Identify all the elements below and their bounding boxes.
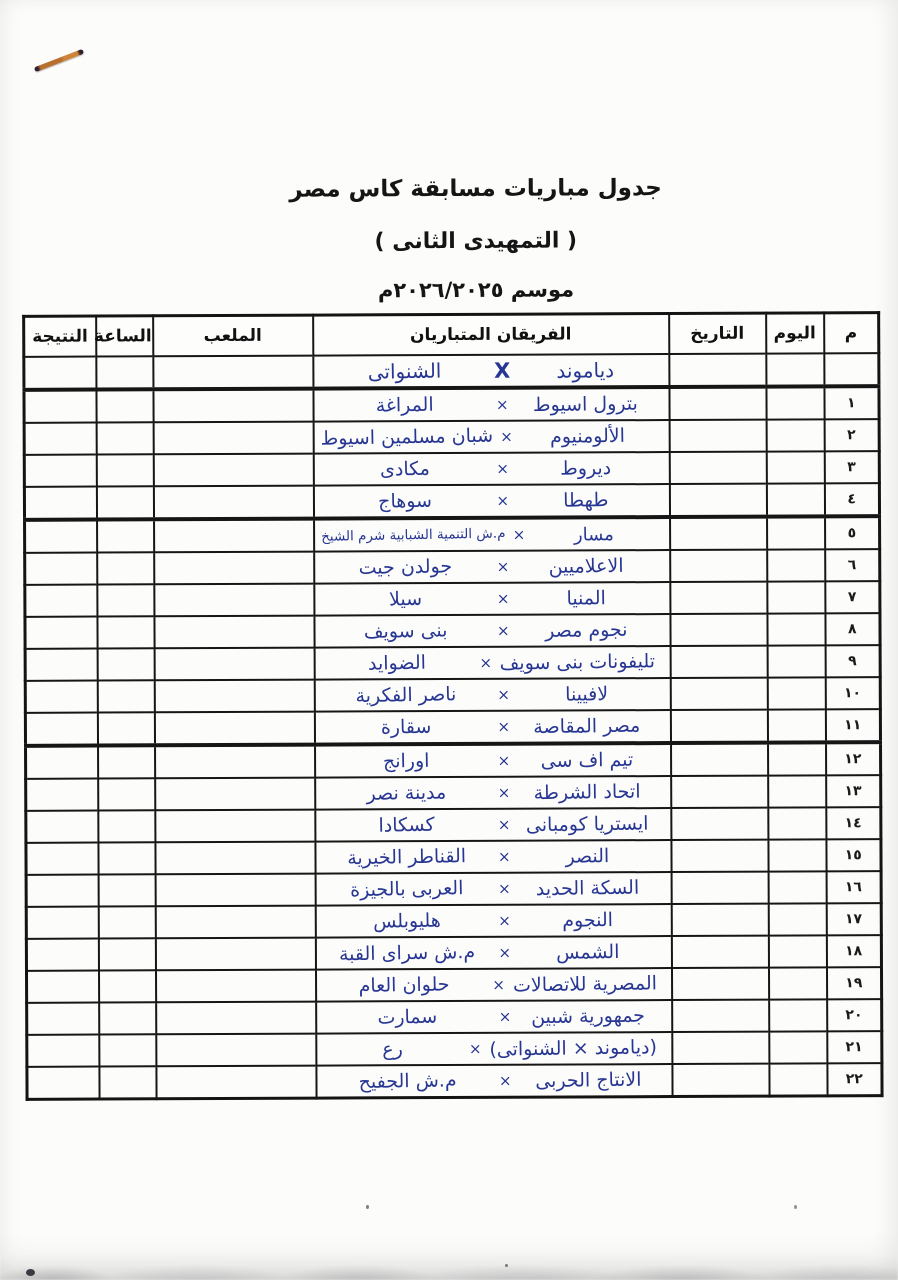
result-cell xyxy=(24,487,96,520)
time-cell xyxy=(99,1066,156,1099)
match-number-cell: ٨ xyxy=(825,613,880,645)
versus-mark: × xyxy=(497,717,511,736)
match-number-cell: ٤ xyxy=(824,483,879,516)
versus-mark: × xyxy=(497,847,511,866)
day-cell xyxy=(768,775,826,807)
date-cell xyxy=(670,582,767,614)
stadium-cell xyxy=(155,810,315,843)
stadium-cell xyxy=(155,778,315,811)
away-team-name: القناطر الخيرية xyxy=(346,845,466,870)
away-team-name: سقارة xyxy=(380,715,432,739)
match-row xyxy=(26,839,881,875)
teams-matchup xyxy=(316,909,670,933)
document-header xyxy=(0,174,897,304)
teams-cell xyxy=(314,678,670,712)
away-team-name: م.ش سراى القبة xyxy=(338,940,475,966)
teams-matchup xyxy=(315,587,669,611)
versus-mark: × xyxy=(479,653,493,672)
versus-mark: × xyxy=(495,395,509,414)
date-cell xyxy=(672,1000,769,1032)
date-cell xyxy=(671,808,768,840)
col-header-time: الساعة xyxy=(96,316,153,357)
home-team-name: نجوم مصر xyxy=(544,618,628,643)
day-cell xyxy=(766,353,824,386)
time-cell xyxy=(98,778,155,810)
day-cell xyxy=(767,581,825,613)
date-cell xyxy=(670,646,767,678)
home-team-name: مسار xyxy=(573,523,614,546)
match-row xyxy=(26,742,881,779)
teams-matchup xyxy=(317,1005,671,1029)
match-number-cell: ٢٢ xyxy=(827,1063,882,1096)
result-cell xyxy=(26,939,98,971)
home-team-name: تليفونات بنى سويف xyxy=(499,650,656,675)
match-row xyxy=(25,645,880,681)
away-team-name: سمارت xyxy=(376,1005,437,1029)
stadium-cell xyxy=(154,519,314,553)
page-title: جدول مباريات مسابقة كاس مصر xyxy=(289,175,662,203)
versus-mark: × xyxy=(498,911,511,930)
teams-cell xyxy=(316,1000,672,1034)
away-team-name: م.ش الجفيح xyxy=(357,1069,457,1094)
home-team-name: الشمس xyxy=(555,940,620,964)
match-number-cell: ١ xyxy=(824,386,879,419)
date-cell xyxy=(671,936,768,968)
date-cell xyxy=(670,550,767,582)
season-subtitle: موسم ٢٠٢٦/٢٠٢٥م xyxy=(377,277,575,303)
stadium-cell xyxy=(153,486,313,520)
col-header-stadium: الملعب xyxy=(153,315,313,356)
home-team-name: السكة الحديد xyxy=(535,876,640,901)
home-team-name: مصر المقاصة xyxy=(532,714,641,739)
versus-mark: × xyxy=(512,525,526,544)
stadium-cell xyxy=(156,1002,316,1035)
dust-speck xyxy=(505,1264,508,1267)
match-row xyxy=(26,807,881,843)
match-number-cell: ٥ xyxy=(825,516,880,549)
day-cell xyxy=(769,999,827,1031)
versus-mark: × xyxy=(497,783,511,802)
time-cell xyxy=(98,842,155,874)
date-cell xyxy=(671,840,768,872)
teams-cell xyxy=(313,452,669,486)
versus-mark: × xyxy=(497,815,511,834)
date-cell xyxy=(670,517,767,550)
teams-cell xyxy=(315,968,671,1002)
away-team-name: كسكادا xyxy=(377,813,435,837)
match-number-cell: ٧ xyxy=(825,581,880,613)
result-cell xyxy=(25,617,97,649)
match-number-cell: ١٤ xyxy=(826,807,881,839)
result-cell xyxy=(24,423,96,455)
teams-cell xyxy=(315,840,671,874)
match-row xyxy=(26,903,881,939)
versus-mark: × xyxy=(468,1039,482,1058)
teams-cell xyxy=(315,743,671,778)
teams-cell xyxy=(315,808,671,842)
stadium-cell xyxy=(154,584,314,617)
away-team-name: رع xyxy=(381,1038,403,1061)
away-team-name: سوهاج xyxy=(377,489,432,513)
stadium-cell xyxy=(154,552,314,585)
result-cell xyxy=(26,779,98,811)
teams-cell xyxy=(313,387,669,422)
home-team-name: ديروط xyxy=(559,457,612,480)
away-team-name: جولدن جيت xyxy=(357,555,452,580)
away-team-name: الضوايد xyxy=(367,651,426,675)
time-cell xyxy=(98,874,155,906)
result-cell xyxy=(25,681,97,713)
stadium-cell xyxy=(155,970,315,1003)
match-row xyxy=(26,775,881,811)
stadium-cell xyxy=(155,842,315,875)
match-row xyxy=(25,516,880,553)
dust-speck xyxy=(366,1205,369,1209)
match-number-cell xyxy=(824,353,879,386)
teams-matchup xyxy=(316,749,670,773)
versus-mark: × xyxy=(496,589,510,608)
time-cell xyxy=(98,906,155,938)
versus-mark: × xyxy=(496,557,510,576)
versus-mark: × xyxy=(497,751,511,770)
result-cell xyxy=(25,713,97,746)
versus-mark: × xyxy=(496,459,509,478)
date-cell xyxy=(670,614,767,646)
date-cell xyxy=(670,710,767,743)
time-cell xyxy=(99,1002,156,1034)
match-schedule-table xyxy=(22,311,883,1101)
result-cell xyxy=(24,390,96,423)
versus-mark: × xyxy=(497,685,510,704)
day-cell xyxy=(768,967,826,999)
away-team-name: م.ش التنمية الشبابية شرم الشيخ xyxy=(320,525,506,545)
teams-matchup xyxy=(314,358,668,384)
teams-cell xyxy=(313,484,669,519)
col-header-result: النتيجة xyxy=(24,316,96,357)
versus-mark: × xyxy=(498,1071,512,1090)
teams-matchup xyxy=(314,425,668,449)
day-cell xyxy=(767,549,825,581)
stadium-cell xyxy=(154,680,314,713)
home-team-name: تيم اف سى xyxy=(540,748,634,773)
match-number-cell: ١١ xyxy=(825,709,880,742)
away-team-name: هليوبلس xyxy=(372,909,441,933)
day-cell xyxy=(766,451,824,483)
time-cell xyxy=(98,970,155,1002)
result-cell xyxy=(26,746,98,779)
day-cell xyxy=(769,1063,827,1096)
versus-mark: × xyxy=(492,975,505,994)
teams-matchup xyxy=(317,1037,671,1061)
day-cell xyxy=(767,677,825,709)
versus-mark: × xyxy=(496,621,510,640)
day-cell xyxy=(768,839,826,871)
home-team-name: دياموند xyxy=(556,357,615,383)
teams-matchup xyxy=(316,845,670,869)
stadium-cell xyxy=(156,1034,316,1067)
match-number-cell: ١٧ xyxy=(826,903,881,935)
away-team-name: مدينة نصر xyxy=(365,781,446,805)
day-cell xyxy=(769,1031,827,1063)
home-team-name: ايستريا كومبانى xyxy=(525,812,649,837)
day-cell xyxy=(766,483,824,516)
away-team-name: اورانج xyxy=(382,749,430,773)
teams-cell xyxy=(314,614,670,648)
date-cell xyxy=(671,968,768,1000)
teams-matchup xyxy=(316,781,670,805)
match-number-cell: ٢٠ xyxy=(827,999,882,1031)
result-cell xyxy=(27,1003,99,1035)
time-cell xyxy=(97,616,154,648)
match-number-cell: ١٠ xyxy=(825,677,880,709)
date-cell xyxy=(669,452,766,484)
time-cell xyxy=(97,680,154,712)
match-number-cell: ٣ xyxy=(824,451,879,483)
time-cell xyxy=(96,422,153,454)
match-number-cell: ١٨ xyxy=(826,935,881,967)
match-number-cell: ٢ xyxy=(824,419,879,451)
col-header-teams: الفريقان المتباريان xyxy=(313,314,669,356)
teams-cell xyxy=(316,1064,672,1098)
versus-mark: × xyxy=(500,427,513,446)
match-row xyxy=(26,871,881,907)
match-row xyxy=(24,483,879,520)
match-row xyxy=(25,613,880,649)
teams-matchup xyxy=(315,524,669,547)
day-cell xyxy=(767,613,825,645)
time-cell xyxy=(99,1034,156,1066)
result-cell xyxy=(26,811,98,843)
day-cell xyxy=(768,807,826,839)
teams-cell xyxy=(314,550,670,584)
match-row xyxy=(26,935,881,971)
teams-matchup xyxy=(317,1069,671,1093)
teams-cell xyxy=(314,517,670,552)
result-cell xyxy=(26,875,98,907)
date-cell xyxy=(669,420,766,452)
date-cell xyxy=(672,1032,769,1064)
result-cell xyxy=(25,520,97,553)
home-team-name: الألومنيوم xyxy=(549,424,626,448)
teams-matchup xyxy=(314,489,668,513)
time-cell xyxy=(96,454,153,486)
match-row xyxy=(25,581,880,617)
stadium-cell xyxy=(155,874,315,907)
date-cell xyxy=(671,904,768,936)
away-team-name: المراغة xyxy=(375,393,434,417)
time-cell xyxy=(96,389,153,422)
day-cell xyxy=(768,742,826,775)
date-cell xyxy=(671,872,768,904)
date-cell xyxy=(669,484,766,517)
versus-mark: X xyxy=(494,358,511,383)
away-team-name: سيلا xyxy=(388,587,422,611)
match-number-cell: ١٩ xyxy=(826,967,881,999)
date-cell xyxy=(669,354,766,387)
day-cell xyxy=(767,709,825,742)
stadium-cell xyxy=(155,938,315,971)
match-row xyxy=(25,677,880,713)
home-team-name: (دياموند × الشنواتى) xyxy=(489,1036,657,1061)
match-row xyxy=(27,1063,882,1099)
away-team-name: العربى بالجيزة xyxy=(349,877,464,902)
dust-speck xyxy=(794,1205,797,1209)
match-number-cell: ٦ xyxy=(825,549,880,581)
match-number-cell: ١٢ xyxy=(826,742,881,775)
result-cell xyxy=(27,1067,99,1100)
match-number-cell: ٢١ xyxy=(827,1031,882,1063)
teams-cell xyxy=(313,420,669,454)
home-team-name: النصر xyxy=(565,845,610,868)
teams-matchup xyxy=(315,715,669,739)
table-body xyxy=(24,353,882,1099)
teams-matchup xyxy=(315,651,669,675)
match-number-cell: ١٣ xyxy=(826,775,881,807)
stadium-cell xyxy=(156,1066,316,1099)
teams-cell xyxy=(314,646,670,680)
result-cell xyxy=(25,553,97,585)
stadium-cell xyxy=(155,906,315,939)
home-team-name: لافيينا xyxy=(564,683,609,706)
teams-matchup xyxy=(316,877,670,901)
time-cell xyxy=(97,712,154,745)
date-cell xyxy=(671,743,768,776)
time-cell xyxy=(97,584,154,616)
teams-matchup xyxy=(314,393,668,417)
match-number-cell: ١٥ xyxy=(826,839,881,871)
stadium-cell xyxy=(153,389,313,423)
col-header-number: م xyxy=(824,313,879,354)
result-cell xyxy=(27,1035,99,1067)
result-cell xyxy=(25,585,97,617)
versus-mark: × xyxy=(496,491,510,510)
teams-cell xyxy=(315,776,671,810)
match-row xyxy=(27,1031,882,1067)
day-cell xyxy=(768,871,826,903)
teams-cell xyxy=(315,872,671,906)
away-team-name: شبان مسلمين اسيوط xyxy=(319,424,493,450)
away-team-name: ناصر الفكرية xyxy=(354,683,457,708)
match-row xyxy=(24,419,879,455)
stadium-cell xyxy=(153,454,313,487)
result-cell xyxy=(24,455,96,487)
time-cell xyxy=(96,356,153,389)
day-cell xyxy=(767,516,825,549)
stadium-cell xyxy=(154,616,314,649)
time-cell xyxy=(96,486,153,519)
home-team-name: النجوم xyxy=(561,909,613,932)
teams-matchup xyxy=(317,973,671,997)
versus-mark: × xyxy=(498,879,511,898)
time-cell xyxy=(97,519,154,552)
date-cell xyxy=(669,387,766,420)
match-row xyxy=(25,549,880,585)
home-team-name: الانتاج الحربى xyxy=(534,1068,642,1093)
day-cell xyxy=(768,903,826,935)
stadium-cell xyxy=(153,356,313,390)
versus-mark: × xyxy=(498,1007,512,1026)
match-row xyxy=(25,709,880,746)
teams-matchup xyxy=(316,941,670,965)
teams-cell xyxy=(316,1032,672,1066)
title-block xyxy=(289,175,662,303)
home-team-name: المصرية للاتصالات xyxy=(512,972,657,997)
match-row xyxy=(24,386,879,423)
versus-mark: × xyxy=(498,943,512,962)
match-row xyxy=(26,967,881,1003)
round-subtitle: ( التمهيدى الثانى ) xyxy=(374,228,578,255)
match-number-cell: ٩ xyxy=(825,645,880,677)
match-row xyxy=(27,999,882,1035)
home-team-name: بترول اسيوط xyxy=(532,392,638,417)
table-header-row xyxy=(24,313,879,357)
stadium-cell xyxy=(155,745,315,779)
stadium-cell xyxy=(154,648,314,681)
away-team-name: الشنواتى xyxy=(366,358,442,384)
time-cell xyxy=(97,648,154,680)
result-cell xyxy=(25,649,97,681)
day-cell xyxy=(767,645,825,677)
result-cell xyxy=(26,907,98,939)
date-cell xyxy=(671,776,768,808)
time-cell xyxy=(98,938,155,970)
result-cell xyxy=(26,971,98,1003)
home-team-name: الاعلاميين xyxy=(548,554,624,578)
stadium-cell xyxy=(154,712,314,746)
day-cell xyxy=(766,386,824,419)
teams-cell xyxy=(315,904,671,938)
time-cell xyxy=(97,552,154,584)
teams-matchup xyxy=(315,619,669,643)
col-header-date: التاريخ xyxy=(669,313,766,354)
home-team-name: جمهورية شبين xyxy=(530,1004,645,1029)
match-row xyxy=(24,451,879,487)
ink-speck xyxy=(26,1269,35,1276)
time-cell xyxy=(98,745,155,778)
stadium-cell xyxy=(153,422,313,455)
teams-cell xyxy=(313,354,669,389)
match-row xyxy=(24,353,879,390)
home-team-name: المنيا xyxy=(566,587,606,610)
date-cell xyxy=(670,678,767,710)
home-team-name: طهطا xyxy=(562,489,609,512)
col-header-day: اليوم xyxy=(766,313,824,354)
date-cell xyxy=(672,1064,769,1097)
teams-cell xyxy=(314,582,670,616)
teams-matchup xyxy=(314,457,668,481)
away-team-name: بنى سويف xyxy=(363,619,448,643)
away-team-name: مكادى xyxy=(379,457,430,481)
teams-matchup xyxy=(315,555,669,579)
teams-matchup xyxy=(316,813,670,837)
home-team-name: اتحاد الشرطة xyxy=(533,780,641,805)
result-cell xyxy=(24,357,96,390)
result-cell xyxy=(26,843,98,875)
time-cell xyxy=(98,810,155,842)
teams-matchup xyxy=(315,683,669,707)
teams-cell xyxy=(314,710,670,745)
match-number-cell: ١٦ xyxy=(826,871,881,903)
day-cell xyxy=(766,419,824,451)
teams-cell xyxy=(315,936,671,970)
day-cell xyxy=(768,935,826,967)
away-team-name: حلوان العام xyxy=(357,973,450,998)
